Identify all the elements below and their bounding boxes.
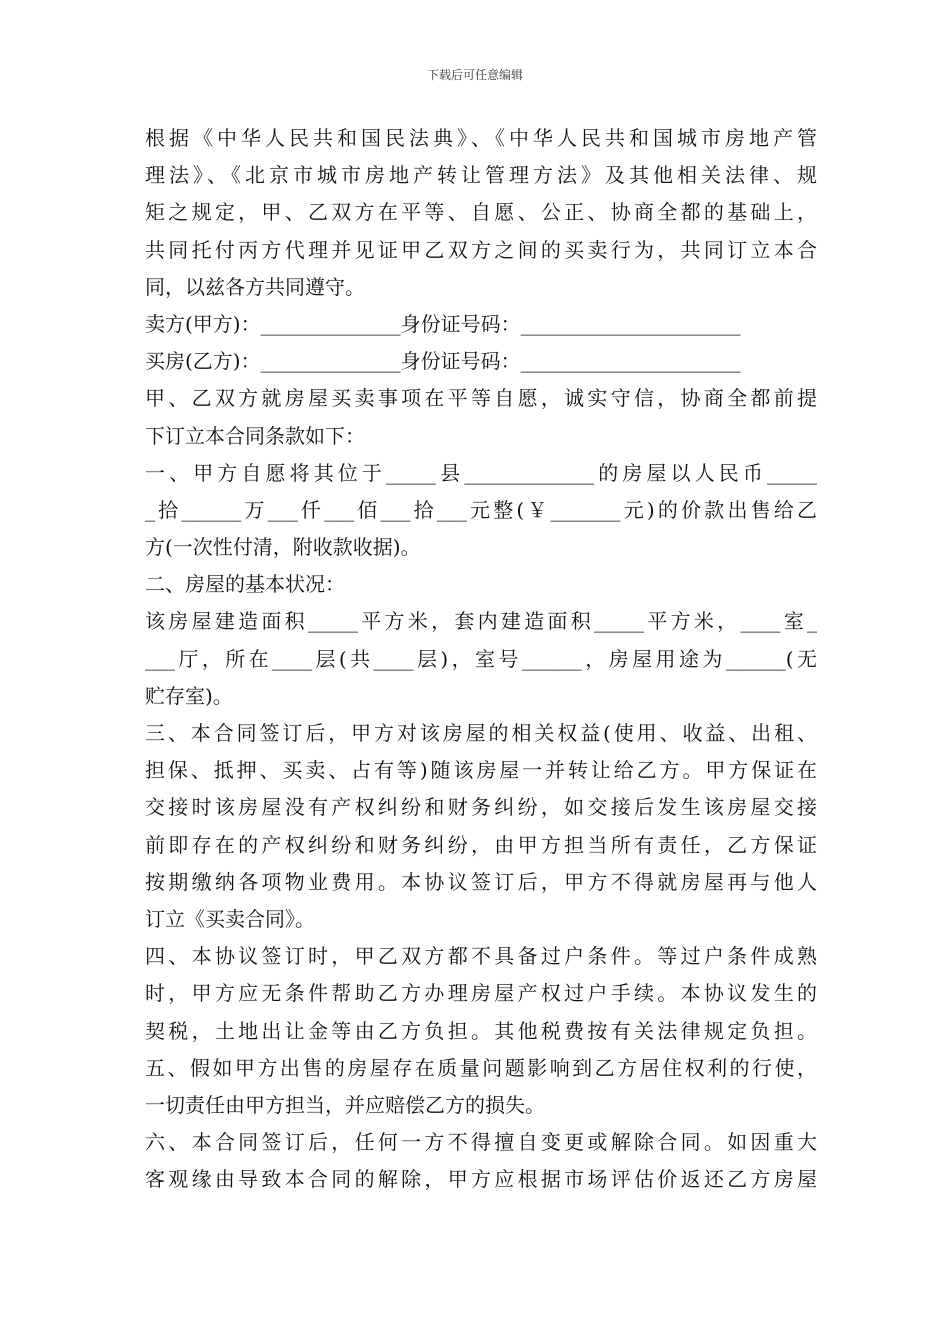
text-line: 一切责任由甲方担当，并应赔偿乙方的损失。 [145,1092,545,1117]
text-line: 契税，土地出让金等由乙方负担。其他税费按有关法律规定负担。 [145,1018,817,1043]
text-line: ___厅，所在____层(共____层)，室号______，房屋用途为______(无 [145,646,817,671]
text-line: 五、假如甲方出售的房屋存在质量问题影响到乙方居住权利的行使， [145,1055,817,1080]
text-line: 二、房屋的基本状况： [145,572,345,597]
text-line: 担保、抵押、买卖、占有等)随该房屋一并转让给乙方。甲方保证在 [145,758,817,783]
text-line: 该房屋建造面积_____平方米，套内建造面积_____平方米，____室_ [145,609,817,634]
text-line: 买房(乙方)：______________身份证号码：______________________ [145,349,741,374]
text-line: 四、本协议签订时，甲乙双方都不具备过户条件。等过户条件成熟 [145,944,817,969]
text-line: 六、本合同签订后，任何一方不得擅自变更或解除合同。如因重大 [145,1130,817,1155]
page-header: 下载后可任意编辑 [426,68,523,82]
text-line: 按期缴纳各项物业费用。本协议签订后，甲方不得就房屋再与他人 [145,869,817,894]
text-line: 矩之规定，甲、乙双方在平等、自愿、公正、协商全都的基础上， [145,200,817,225]
text-line: 三、本合同签订后，甲方对该房屋的相关权益(使用、收益、出租、 [145,721,817,745]
text-line: 一、甲方自愿将其位于_____县_____________的房屋以人民币_____ [145,460,817,485]
text-line: 订立《买卖合同》。 [145,906,315,931]
text-line: 甲、乙双方就房屋买卖事项在平等自愿，诚实守信，协商全都前提 [145,386,817,411]
text-line: 贮存室)。 [145,683,233,708]
text-line: 理法》、《北京市城市房地产转让管理方法》及其他相关法律、规 [145,163,817,188]
text-line: 交接时该房屋没有产权纠纷和财务纠纷，如交接后发生该房屋交接 [145,795,817,820]
contract-body [145,120,817,1198]
text-line: 下订立本合同条款如下： [145,423,365,448]
text-line: 时，甲方应无条件帮助乙方办理房屋产权过户手续。本协议发生的 [145,981,817,1006]
text-line: 前即存在的产权纠纷和财务纠纷，由甲方担当所有责任，乙方保证 [145,832,817,857]
text-line: 根据《中华人民共和国民法典》、《中华人民共和国城市房地产管 [145,126,817,150]
text-line: 共同托付丙方代理并见证甲乙双方之间的买卖行为，共同订立本合 [145,237,817,262]
text-line: _拾______万___仟___佰___拾___元整(￥_______元)的价款出售给乙 [145,497,817,522]
text-line: 客观缘由导致本合同的解除，甲方应根据市场评估价返还乙方房屋 [145,1167,817,1192]
text-line: 卖方(甲方)：______________身份证号码：______________________ [145,311,741,336]
text-line: 方(一次性付清，附收款收据)。 [145,535,421,560]
text-line: 同，以兹各方共同遵守。 [145,274,365,299]
